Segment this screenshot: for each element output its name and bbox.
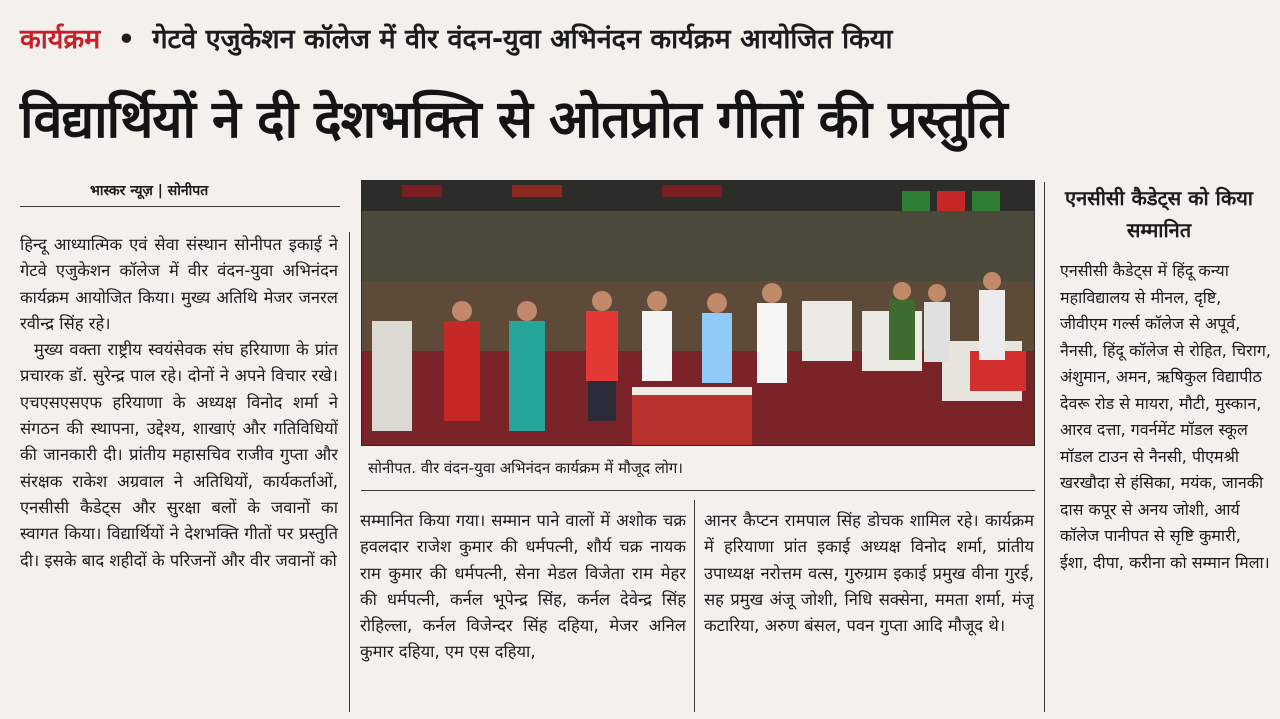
person-kurta xyxy=(979,290,1005,360)
kicker-line xyxy=(20,20,1260,60)
paragraph: हिन्दू आध्यात्मिक एवं सेवा संस्थान सोनीपत इकाई ने गेटवे एजुकेशन कॉलेज में वीर वंदन-युवा अभिनंदन कार्यक्रम आयोजित किया। मुख्य अतिथि मेजर जनरल रवीन्द्र सिंह रहे। xyxy=(20,235,338,333)
person-head xyxy=(592,291,612,311)
banner xyxy=(662,185,722,197)
person-head xyxy=(517,301,537,321)
photo-caption: सोनीपत. वीर वंदन-युवा अभिनंदन कार्यक्रम में मौजूद लोग। xyxy=(368,459,683,477)
paragraph: मुख्य वक्ता राष्ट्रीय स्वयंसेवक संघ हरियाणा के प्रांत प्रचारक डॉ. सुरेन्द्र पाल रहे। दोनों ने अपने विचार रखे। एचएसएसएफ हरियाणा के अध्यक्ष विनोद शर्मा ने संगठन की स्थापना, उद्देश्य, शाखाएं और गतिविधियों की जानकारी दी। प्रांतीय महासचिव राजीव गुप्ता और संरक्षक राकेश अग्रवाल ने अतिथियों, कार्यकर्ताओं, एनसीसी कैडेट्स और सुरक्षा बलों के जवानों का स्वागत किया। विद्यार्थियों ने देशभक्ति गीतों पर प्रस्तुति दी। इसके बाद शहीदों के परिजनों और वीर जवानों को xyxy=(20,340,338,570)
event-photo-illustration xyxy=(362,181,1034,445)
person-head xyxy=(983,272,1001,290)
person-saree xyxy=(444,321,480,421)
person-head xyxy=(707,293,727,313)
kicker-bullet: • xyxy=(117,24,135,55)
front-table xyxy=(632,391,752,445)
caption-rule xyxy=(361,490,1035,491)
headline: विद्यार्थियों ने दी देशभक्ति से ओतप्रोत गीतों की प्रस्तुति xyxy=(20,90,1007,150)
byline-rule xyxy=(20,206,340,207)
column-divider-left xyxy=(349,232,350,712)
article-column-1 xyxy=(20,232,338,716)
person-trousers xyxy=(588,381,616,421)
article-column-3 xyxy=(704,508,1034,716)
sidebar-heading: एनसीसी कैडेट्स को किया सम्मानित xyxy=(1065,186,1253,242)
column-divider-right xyxy=(1044,182,1045,712)
person-head xyxy=(647,291,667,311)
chair xyxy=(802,301,852,361)
event-photo xyxy=(361,180,1035,446)
table-cloth xyxy=(632,387,752,395)
person-shirt xyxy=(702,313,732,383)
banner xyxy=(402,185,442,197)
chair xyxy=(372,321,412,431)
byline: भास्कर न्यूज़ | सोनीपत xyxy=(90,183,209,199)
column-divider-mid xyxy=(694,500,695,712)
person-head xyxy=(452,301,472,321)
sidebar-body: एनसीसी कैडेट्स में हिंदू कन्या महाविद्यालय से मीनल, दृष्टि, जीवीएम गर्ल्स कॉलेज से अपूर्व, नैनसी, हिंदू कॉलेज से रोहित, चिराग, अंशुमान, अमन, ऋषिकुल विद्यापीठ देवरू रोड से मायरा, मौटी, मुस्कान, आरव दत्ता, गवर्नमेंट मॉडल स्कूल मॉडल टाउन से नैनसी, पीएमश्री खरखौदा से हंसिका, मयंक, जानकी दास कपूर से अनय जोशी, आर्य कॉलेज पानीपत से सृष्टि कुमारी, ईशा, दीपा, करीना को सम्मान मिला। xyxy=(1060,261,1271,572)
person-shirt xyxy=(757,303,787,383)
kicker-text: गेटवे एजुकेशन कॉलेज में वीर वंदन-युवा अभिनंदन कार्यक्रम आयोजित किया xyxy=(152,24,893,55)
person-suit xyxy=(509,321,545,431)
person-jacket xyxy=(586,311,618,381)
paragraph: सम्मानित किया गया। सम्मान पाने वालों में अशोक चक्र हवलदार राजेश कुमार की धर्मपत्नी, शौर्य चक्र नायक राम कुमार की धर्मपत्नी, सेना मेडल विजेता राम मेहर की धर्मपत्नी, कर्नल भूपेन्द्र सिंह, कर्नल देवेन्द्र सिंह रोहिल्ला, कर्नल विजेन्दर सिंह दहिया, मेजर अनिल कुमार दहिया, एम एस दहिया, xyxy=(360,511,686,662)
article-column-2 xyxy=(360,508,686,716)
person-shirt xyxy=(642,311,672,381)
person-head xyxy=(762,283,782,303)
paragraph: आनर कैप्टन रामपाल सिंह डोचक शामिल रहे। कार्यक्रम में हरियाणा प्रांत इकाई अध्यक्ष विनोद शर्मा, प्रांतीय उपाध्यक्ष नरोत्तम वत्स, गुरुग्राम इकाई प्रमुख वीना गुरई, सह प्रमुख अंजू जोशी, निधि सक्सेना, ममता शर्मा, मंजू कटारिया, अरुण बंसल, पवन गुप्ता आदि मौजूद थे। xyxy=(704,511,1034,636)
person-shirt xyxy=(924,302,950,362)
person-head xyxy=(928,284,946,302)
banner xyxy=(512,185,562,197)
person-head xyxy=(893,282,911,300)
person-uniform xyxy=(889,300,915,360)
crowd-back xyxy=(362,211,1034,281)
section-tag: कार्यक्रम xyxy=(20,24,101,55)
